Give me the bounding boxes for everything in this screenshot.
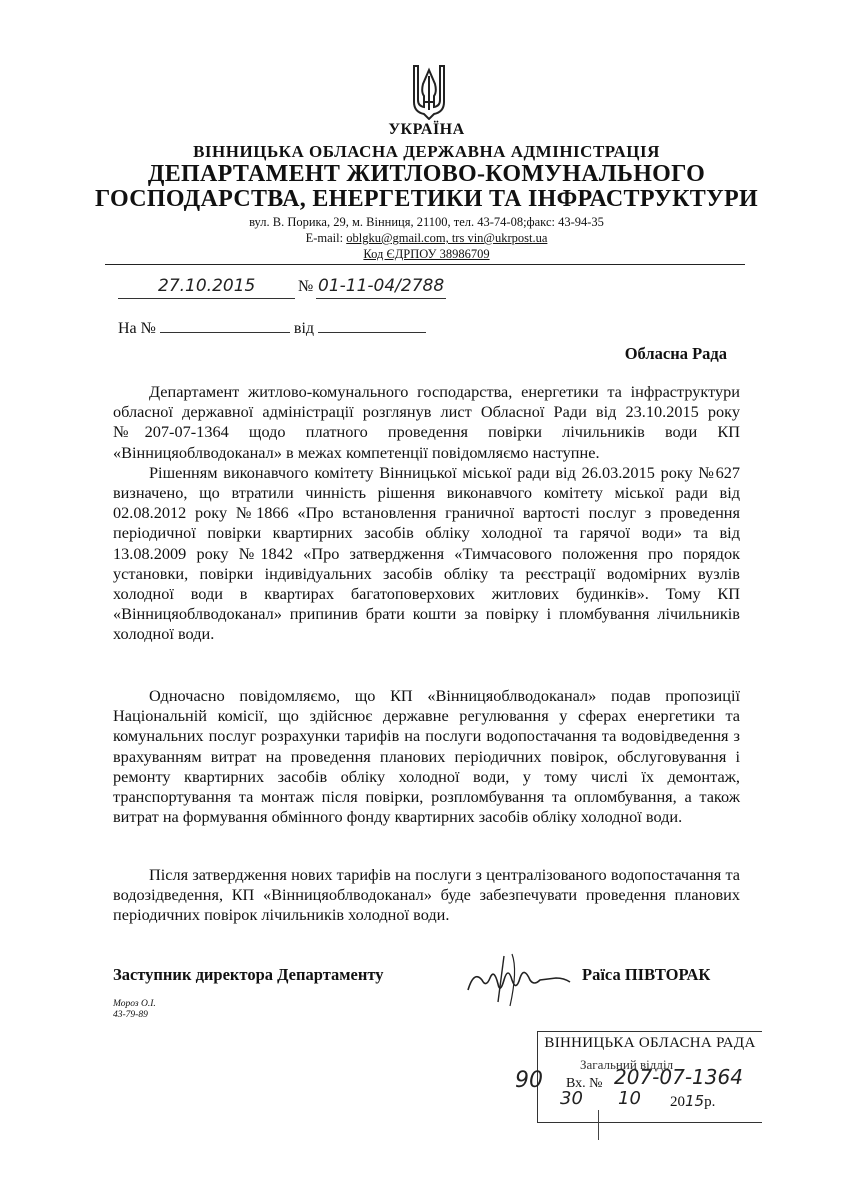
administration-name: ВІННИЦЬКА ОБЛАСНА ДЕРЖАВНА АДМІНІСТРАЦІЯ: [193, 142, 660, 161]
date-underline: [118, 298, 295, 299]
outgoing-registration: [118, 276, 758, 300]
letter-body-part1: [113, 382, 740, 645]
signer-name: Раїса ПІВТОРАК: [582, 965, 711, 984]
trident-emblem-icon: [411, 62, 447, 120]
stamp-registration-number: 207-07-1364: [614, 1065, 743, 1089]
signer-title: Заступник директора Департаменту: [113, 965, 384, 984]
executor-info: [113, 999, 156, 1021]
paragraph-3: Після затвердження нових тарифів на послуги з централізованого водопостачання та водозідведення, КП «Вінницяоблводоканал» буде забезпечувати проведення планових періодичних повірок лічильників холодної води.: [113, 865, 740, 925]
stamp-divider: [598, 1110, 599, 1140]
letter-body-part3: [113, 865, 740, 926]
reply-date-label: від: [293, 320, 315, 337]
stamp-month: 10: [618, 1088, 641, 1109]
email-label: E-mail:: [305, 231, 347, 245]
stamp-year-end: р.: [704, 1094, 716, 1110]
paragraph-1b: Рішенням виконавчого комітету Вінницької міської ради від 26.03.2015 року №627 визначено, що втратили чинність рішення виконавчого комітету міської ради від 02.08.2012 року №1866 «Про встановлення граничної вартості послуг з проведення періодичної повірки квартирних засобів обліку холодної та гарячої води» та від 13.08.2009 року №1842 «Про затвердження «Тимчасового положення про порядок установки, повірки індивідуальних засобів обліку та реєстрації водомірних вузлів холодної води в квартирах багатоповерхових житлових будинків». Тому КП «Вінницяоблводоканал» припинив брати кошти за повірку і пломбування лічильників холодної води.: [113, 462, 740, 644]
paragraph-1: Департамент житлово-комунального господарства, енергетики та інфраструктури обласної державної адміністрації розглянув лист Обласної Ради від 23.10.2015 року №207-07-1364 щодо платного проведення повірки лічильників води КП «Вінницяоблводоканал» в межах компетенції повідомляємо наступне.: [113, 382, 740, 462]
reply-date-blank: [318, 320, 426, 333]
email-value: oblgku@gmail.com, trs vin@ukrpost.ua: [346, 231, 548, 245]
stamp-year-prefix: 20: [670, 1094, 685, 1110]
country-name: УКРАЇНА: [388, 121, 465, 138]
department-email: [0, 231, 853, 246]
number-label: №: [298, 278, 314, 295]
stamp-margin-mark: 90: [515, 1068, 543, 1093]
stamp-registration-label: Вх. №: [566, 1076, 603, 1091]
reply-number-label: На №: [118, 320, 156, 337]
edrpou-code: Код ЄДРПОУ 38986709: [363, 247, 490, 261]
executor-name: Мороз О.І.: [113, 999, 156, 1009]
reply-reference: [118, 320, 426, 338]
addressee: Обласна Рада: [624, 344, 727, 363]
number-underline: [316, 298, 446, 299]
stamp-year-suffix: 15: [685, 1092, 705, 1110]
header-divider: [105, 264, 745, 265]
stamp-title: ВІННИЦЬКА ОБЛАСНА РАДА: [544, 1035, 756, 1051]
department-address: вул. В. Порика, 29, м. Вінниця, 21100, тел. 43-74-08;факс: 43-94-35: [249, 215, 604, 229]
stamp-year: [670, 1092, 715, 1111]
paragraph-2: Одночасно повідомляємо, що КП «Вінницяоблводоканал» подав пропозиції Національній комісії, що здійснює державне регулювання у сферах енергетики та комунальних послуг розрахунки тарифів на послуги водопостачання та водовідведення з врахуванням витрат на проведення планових періодичних повірок, обслуговування і ремонту квартирних засобів обліку холодної води, у тому числі їх демонтаж, транспортування та монтаж після повірки, розпломбування та опломбування, а також витрат на формування обмінного фонду квартирних засобів обліку холодної води.: [113, 686, 740, 827]
stamp-subtitle: Загальний відділ: [580, 1057, 674, 1072]
outgoing-date: 27.10.2015: [158, 276, 256, 296]
outgoing-number: 01-11-04/2788: [318, 276, 445, 296]
department-name-line1: ДЕПАРТАМЕНТ ЖИТЛОВО-КОМУНАЛЬНОГО: [147, 161, 706, 187]
stamp-day: 30: [560, 1088, 583, 1109]
reply-number-blank: [160, 320, 290, 333]
executor-phone: 43-79-89: [113, 1010, 148, 1020]
handwritten-signature-icon: [460, 950, 590, 1010]
letter-body-part2: [113, 686, 740, 827]
department-name-line2: ГОСПОДАРСТВА, ЕНЕРГЕТИКИ ТА ІНФРАСТРУКТУРИ: [95, 186, 758, 212]
